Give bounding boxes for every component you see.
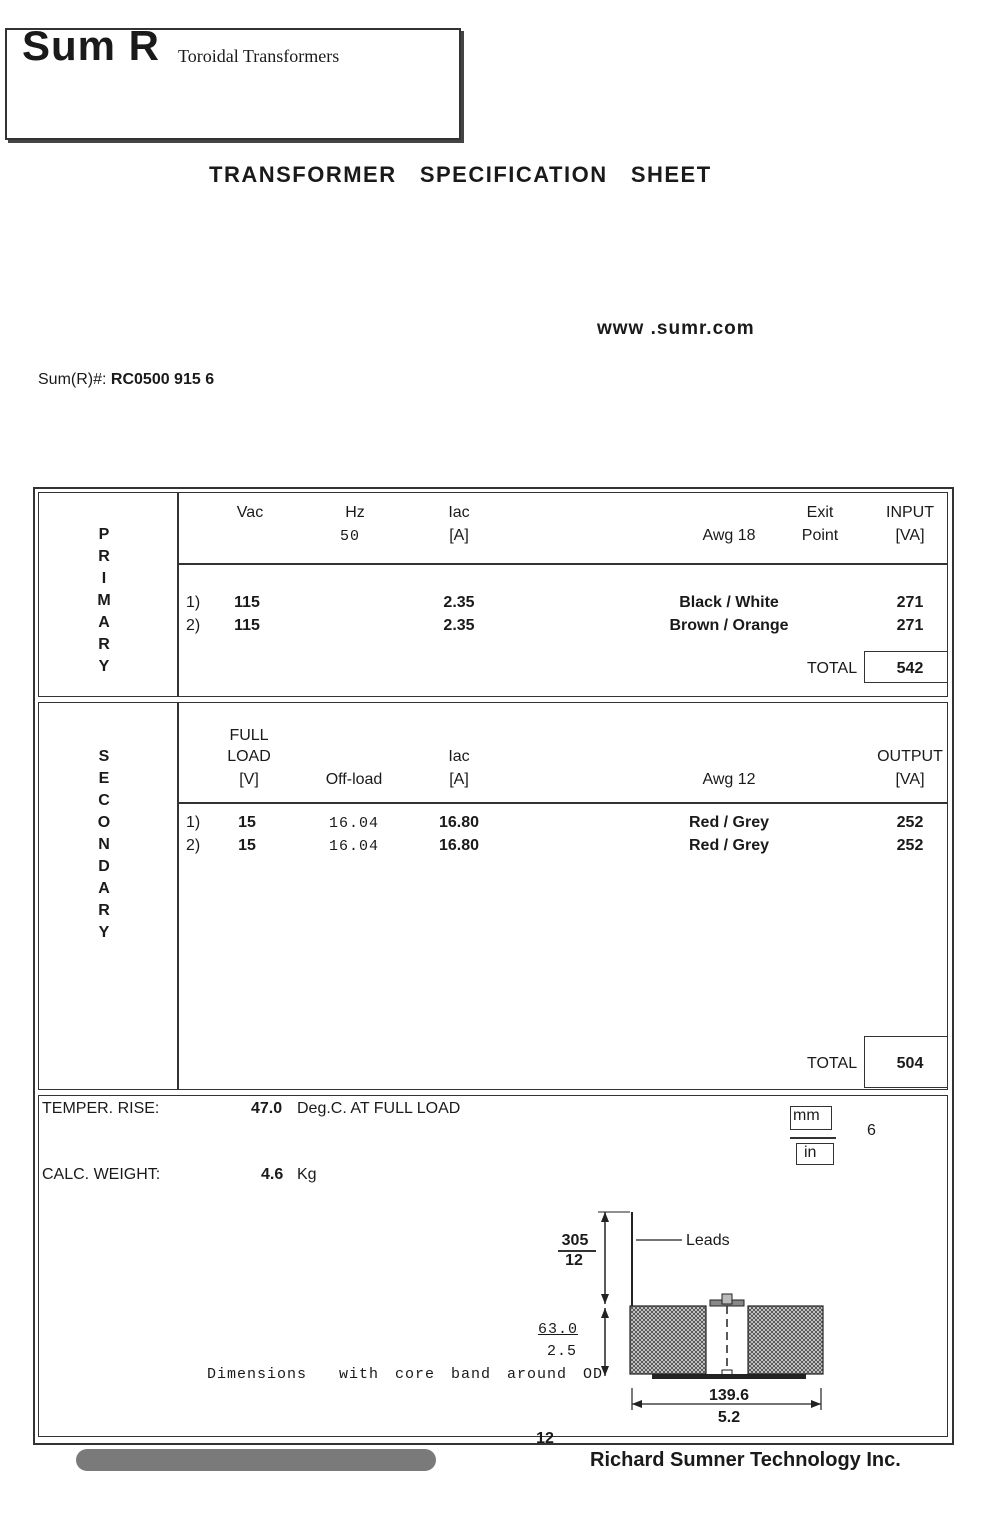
secondary-panel <box>38 702 948 1090</box>
col-output: OUTPUT <box>877 748 943 765</box>
primary-va: 271 <box>896 617 924 634</box>
row-index: 1) <box>186 814 201 831</box>
primary-letter: P <box>98 526 110 543</box>
dimensions-note: Dimensions with core band around OD <box>207 1366 604 1383</box>
secondary-letter: R <box>98 902 110 919</box>
secondary-full: 15 <box>238 837 256 854</box>
secondary-leads: Red / Grey <box>688 837 770 854</box>
primary-side-label <box>94 524 114 678</box>
brand-name: Sum R <box>22 22 161 69</box>
company-name: Richard Sumner Technology Inc. <box>590 1449 901 1471</box>
part-number-value: RC0500 915 6 <box>110 371 215 388</box>
secondary-va: 252 <box>896 814 924 831</box>
unit-in-label: in <box>804 1144 817 1161</box>
unit-mm-label: mm <box>793 1107 820 1124</box>
col-input-unit: [VA] <box>895 527 925 544</box>
primary-letter: R <box>98 548 110 565</box>
height-in: 2.5 <box>546 1343 578 1360</box>
col-input: INPUT <box>886 504 934 521</box>
weight-value: 4.6 <box>261 1166 284 1183</box>
lead-length-mm: 305 <box>561 1232 589 1249</box>
temp-rise-unit: Deg.C. AT FULL LOAD <box>297 1100 461 1117</box>
primary-vac: 115 <box>234 617 260 634</box>
row-index: 2) <box>186 837 201 854</box>
secondary-header-rule <box>177 802 947 804</box>
primary-iac: 2.35 <box>443 617 475 634</box>
col-iac-unit: [A] <box>449 771 469 788</box>
secondary-divider <box>177 702 179 1090</box>
unit-in-box <box>796 1143 834 1165</box>
page-marker: 12 <box>536 1430 554 1447</box>
temp-rise-value: 47.0 <box>251 1100 283 1117</box>
primary-leads: Black / White <box>679 594 779 611</box>
brand-subtitle: Toroidal Transformers <box>178 46 340 66</box>
unit-number: 6 <box>867 1122 876 1139</box>
part-number-line <box>38 371 214 389</box>
col-hz: Hz <box>345 504 365 521</box>
secondary-letter: A <box>98 880 110 897</box>
col-awg: Awg 18 <box>702 527 756 544</box>
col-iac-unit: [A] <box>449 527 469 544</box>
secondary-letter: C <box>98 792 110 809</box>
secondary-letter: Y <box>98 924 110 941</box>
secondary-total-value: 504 <box>896 1055 924 1072</box>
primary-letter: R <box>98 636 110 653</box>
secondary-iac: 16.80 <box>438 814 480 831</box>
primary-header-rule <box>177 563 947 565</box>
col-awg: Awg 12 <box>702 771 756 788</box>
weight-unit: Kg <box>297 1166 317 1183</box>
secondary-offload: 16.04 <box>328 815 380 832</box>
weight-label: CALC. WEIGHT: <box>42 1166 161 1183</box>
primary-letter: A <box>98 614 110 631</box>
col-output-unit: [VA] <box>895 771 925 788</box>
unit-mm-box <box>790 1106 832 1130</box>
primary-letter: Y <box>98 658 110 675</box>
lead-length-in: 12 <box>565 1252 583 1269</box>
temp-rise-label: TEMPER. RISE: <box>42 1100 160 1117</box>
primary-iac: 2.35 <box>443 594 475 611</box>
col-offload: Off-load <box>325 771 383 788</box>
secondary-letter: E <box>98 770 110 787</box>
secondary-full: 15 <box>238 814 256 831</box>
unit-fraction-rule <box>790 1137 836 1139</box>
diameter-mm: 139.6 <box>708 1387 750 1404</box>
page-title: TRANSFORMER SPECIFICATION SHEET <box>209 162 712 187</box>
col-load: LOAD <box>227 748 271 765</box>
height-mm: 63.0 <box>537 1321 579 1338</box>
primary-leads: Brown / Orange <box>669 617 789 634</box>
website-link[interactable]: www .sumr.com <box>597 318 755 339</box>
row-index: 2) <box>186 617 201 634</box>
primary-total-label: TOTAL <box>807 660 858 677</box>
col-full: FULL <box>229 727 269 744</box>
secondary-offload: 16.04 <box>328 838 380 855</box>
col-vac: Vac <box>236 504 264 521</box>
row-index: 1) <box>186 594 201 611</box>
primary-total-value: 542 <box>896 660 924 677</box>
col-iac: Iac <box>448 748 470 765</box>
secondary-letter: O <box>97 814 111 831</box>
secondary-total-label: TOTAL <box>807 1055 858 1072</box>
secondary-letter: S <box>98 748 110 765</box>
col-exit-point: Point <box>801 527 839 544</box>
secondary-side-label <box>94 746 114 944</box>
hz-value: 50 <box>339 528 361 545</box>
primary-divider <box>177 492 179 697</box>
secondary-letter: N <box>98 836 110 853</box>
secondary-letter: D <box>98 858 110 875</box>
secondary-va: 252 <box>896 837 924 854</box>
secondary-iac: 16.80 <box>438 837 480 854</box>
diameter-in: 5.2 <box>717 1409 741 1426</box>
secondary-leads: Red / Grey <box>688 814 770 831</box>
col-exit: Exit <box>806 504 834 521</box>
footer-bar <box>76 1449 436 1471</box>
primary-vac: 115 <box>234 594 260 611</box>
primary-letter: I <box>101 570 107 587</box>
col-iac: Iac <box>448 504 470 521</box>
primary-va: 271 <box>896 594 924 611</box>
part-number-label: Sum(R)#: <box>38 371 107 388</box>
leads-label: Leads <box>686 1232 730 1249</box>
col-volt-unit: [V] <box>239 771 259 788</box>
primary-letter: M <box>97 592 111 609</box>
